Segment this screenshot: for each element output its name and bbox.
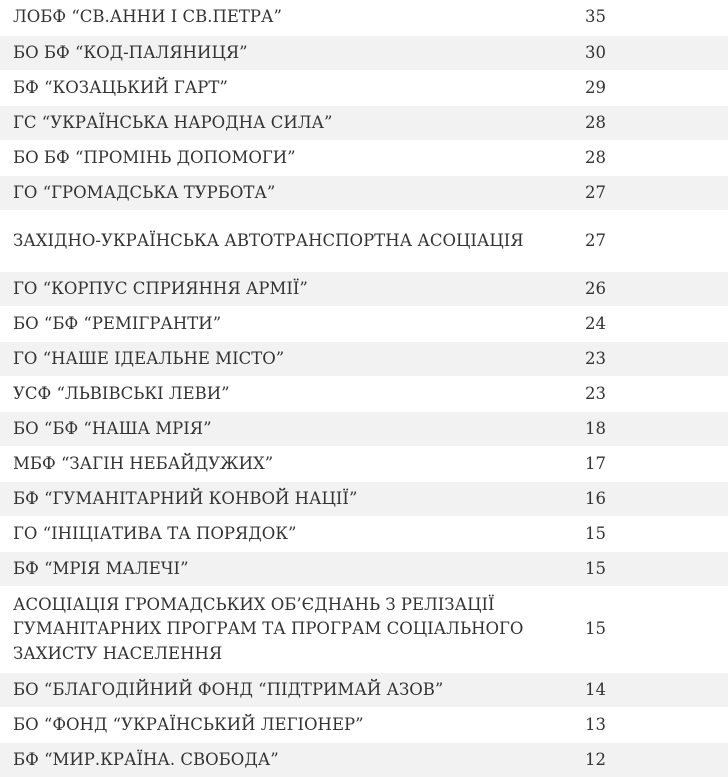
count-value: 27	[585, 182, 606, 202]
table-row	[0, 175, 728, 210]
count-value: 15	[585, 558, 606, 578]
organization-name: ЗАХІДНО-УКРАЇНСЬКА АВТОТРАНСПОРТНА АСОЦІАЦІЯ	[13, 230, 524, 250]
table-row	[0, 411, 728, 446]
table-row	[0, 742, 728, 777]
organization-name: БФ “МИР.КРАЇНА. СВОБОДА”	[13, 749, 279, 769]
table-row	[0, 271, 728, 306]
organization-name: МБФ “ЗАГІН НЕБАЙДУЖИХ”	[13, 453, 274, 473]
table-row	[0, 0, 728, 35]
organization-name: БО БФ “КОД-ПАЛЯНИЦЯ”	[13, 42, 248, 62]
table-row	[0, 140, 728, 175]
organization-name: БФ “МРІЯ МАЛЕЧІ”	[13, 558, 189, 578]
organization-name: ГО “ГРОМАДСЬКА ТУРБОТА”	[13, 182, 276, 202]
count-value: 15	[585, 523, 606, 543]
count-value: 24	[585, 313, 606, 333]
table-row	[0, 376, 728, 411]
count-value: 23	[585, 383, 606, 403]
organization-name: ГС “УКРАЇНСЬКА НАРОДНА СИЛА”	[13, 112, 333, 132]
table-row	[0, 210, 728, 271]
count-value: 14	[585, 679, 606, 699]
table-row	[0, 551, 728, 586]
table-row	[0, 105, 728, 140]
count-value: 27	[585, 230, 606, 250]
organization-name: БФ “КОЗАЦЬКИЙ ГАРТ”	[13, 77, 228, 97]
count-value: 29	[585, 77, 606, 97]
count-value: 26	[585, 278, 606, 298]
organization-name: ГО “КОРПУС СПРИЯННЯ АРМІЇ”	[13, 278, 308, 298]
organization-name: АСОЦІАЦІЯ ГРОМАДСЬКИХ ОБ’ЄДНАНЬ З РЕЛІЗАЦІЇ ГУМАНІТАРНИХ ПРОГРАМ ТА ПРОГРАМ СОЦІАЛЬНОГО ЗАХИСТУ НАСЕЛЕННЯ	[13, 594, 524, 663]
table-row	[0, 516, 728, 551]
table-row	[0, 70, 728, 105]
organization-name: ГО “НАШЕ ІДЕАЛЬНЕ МІСТО”	[13, 348, 285, 368]
count-value: 12	[585, 749, 606, 769]
count-value: 23	[585, 348, 606, 368]
count-value: 30	[585, 42, 606, 62]
organization-name: БО “БФ “РЕМІГРАНТИ”	[13, 313, 222, 333]
table-row	[0, 306, 728, 341]
count-value: 28	[585, 147, 606, 167]
organization-name: БФ “ГУМАНІТАРНИЙ КОНВОЙ НАЦІЇ”	[13, 488, 358, 508]
organization-name: ГО “ІНІЦІАТИВА ТА ПОРЯДОК”	[13, 523, 297, 543]
count-value: 28	[585, 112, 606, 132]
organization-name: БО “БФ “НАША МРІЯ”	[13, 418, 212, 438]
table-row	[0, 341, 728, 376]
count-value: 35	[585, 7, 606, 27]
table-row	[0, 481, 728, 516]
count-value: 13	[585, 714, 606, 734]
organization-name: БО “ФОНД “УКРАЇНСЬКИЙ ЛЕГІОНЕР”	[13, 714, 364, 734]
table-row	[0, 672, 728, 707]
table-row	[0, 707, 728, 742]
table-row	[0, 586, 728, 672]
organization-name: БО БФ “ПРОМІНЬ ДОПОМОГИ”	[13, 147, 296, 167]
organization-name: ЛОБФ “СВ.АННИ І СВ.ПЕТРА”	[13, 7, 282, 27]
count-value: 17	[585, 453, 606, 473]
organization-name: УСФ “ЛЬВІВСЬКІ ЛЕВИ”	[13, 383, 230, 403]
organization-name: БО “БЛАГОДІЙНИЙ ФОНД “ПІДТРИМАЙ АЗОВ”	[13, 679, 444, 699]
count-value: 15	[585, 619, 606, 639]
table-row	[0, 35, 728, 70]
count-value: 16	[585, 488, 606, 508]
table-row	[0, 446, 728, 481]
count-value: 18	[585, 418, 606, 438]
